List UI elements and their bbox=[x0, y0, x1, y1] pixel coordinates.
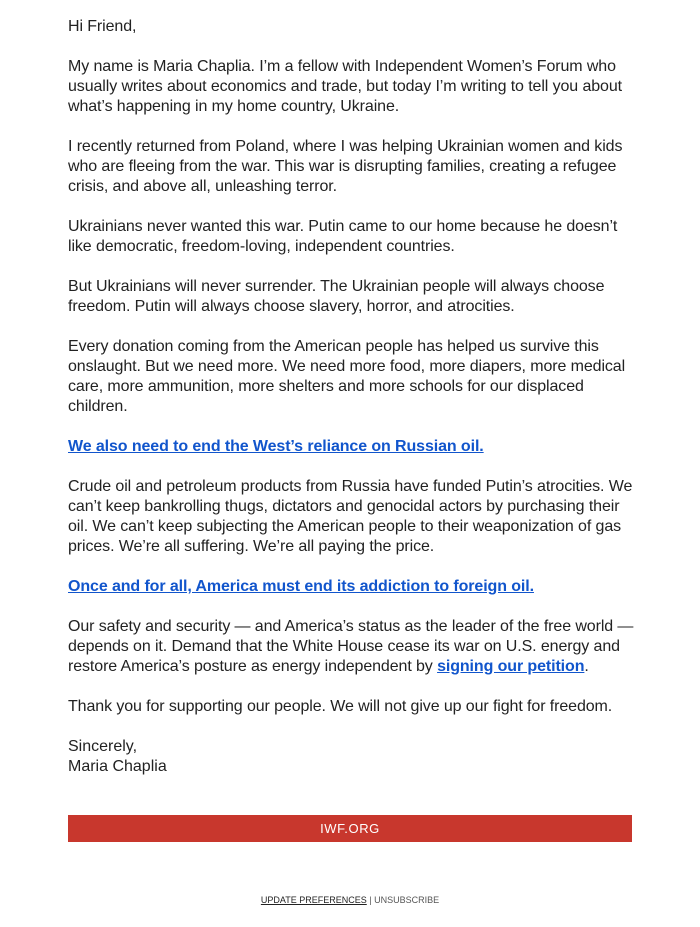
email-body bbox=[68, 17, 634, 777]
greeting: Hi Friend, bbox=[68, 18, 137, 35]
update-preferences-link[interactable]: UPDATE PREFERENCES bbox=[260, 895, 367, 905]
petition-link[interactable]: signing our petition bbox=[437, 658, 585, 675]
closing: Sincerely, bbox=[68, 738, 138, 755]
safety-period: . bbox=[584, 658, 589, 675]
paragraph-intro: My name is Maria Chaplia. I’m a fellow with Independent Women’s Forum who usually writes about economics and trade, but today I’m writing to tell you about what’s happening in my home country, Ukraine. bbox=[68, 58, 622, 115]
footer bbox=[0, 895, 700, 905]
paragraph-crude-oil: Crude oil and petroleum products from Russia have funded Putin’s atrocities. We can’t keep bankrolling thugs, dictators and genocidal actors by purchasing their oil. We can’t keep subjecting the American people to their weaponization of gas prices. We’re all suffering. We’re all paying the price. bbox=[68, 478, 633, 555]
iwf-banner-button[interactable]: IWF.ORG bbox=[68, 815, 632, 842]
paragraph-poland: I recently returned from Poland, where I was helping Ukrainian women and kids who are fleeing from the war. This war is disrupting families, creating a refugee crisis, and above all, unleashing terror. bbox=[68, 138, 623, 195]
paragraph-safety bbox=[68, 617, 634, 677]
safety-text: Our safety and security — and America’s status as the leader of the free world — depends on it. Demand that the White House cease its war on U.S. energy and restore America’s posture as energy independent by bbox=[68, 618, 634, 675]
paragraph-never-wanted-war: Ukrainians never wanted this war. Putin came to our home because he doesn’t like democratic, freedom-loving, independent countries. bbox=[68, 218, 618, 255]
russian-oil-link[interactable]: We also need to end the West’s reliance on Russian oil. bbox=[68, 438, 484, 455]
link-paragraph-russian-oil bbox=[68, 437, 634, 457]
paragraph-never-surrender: But Ukrainians will never surrender. The Ukrainian people will always choose freedom. Putin will always choose slavery, horror, and atrocities. bbox=[68, 278, 605, 315]
footer-separator: | bbox=[366, 895, 375, 905]
signature: Maria Chaplia bbox=[68, 758, 167, 775]
link-paragraph-foreign-oil bbox=[68, 577, 634, 597]
paragraph-donations: Every donation coming from the American people has helped us survive this onslaught. But we need more. We need more food, more diapers, more medical care, more ammunition, more shelters and more schools for our displaced children. bbox=[68, 338, 626, 415]
foreign-oil-link[interactable]: Once and for all, America must end its addiction to foreign oil. bbox=[68, 578, 534, 595]
unsubscribe-link[interactable]: UNSUBSCRIBE bbox=[374, 895, 440, 905]
paragraph-thank-you: Thank you for supporting our people. We will not give up our fight for freedom. bbox=[68, 698, 613, 715]
